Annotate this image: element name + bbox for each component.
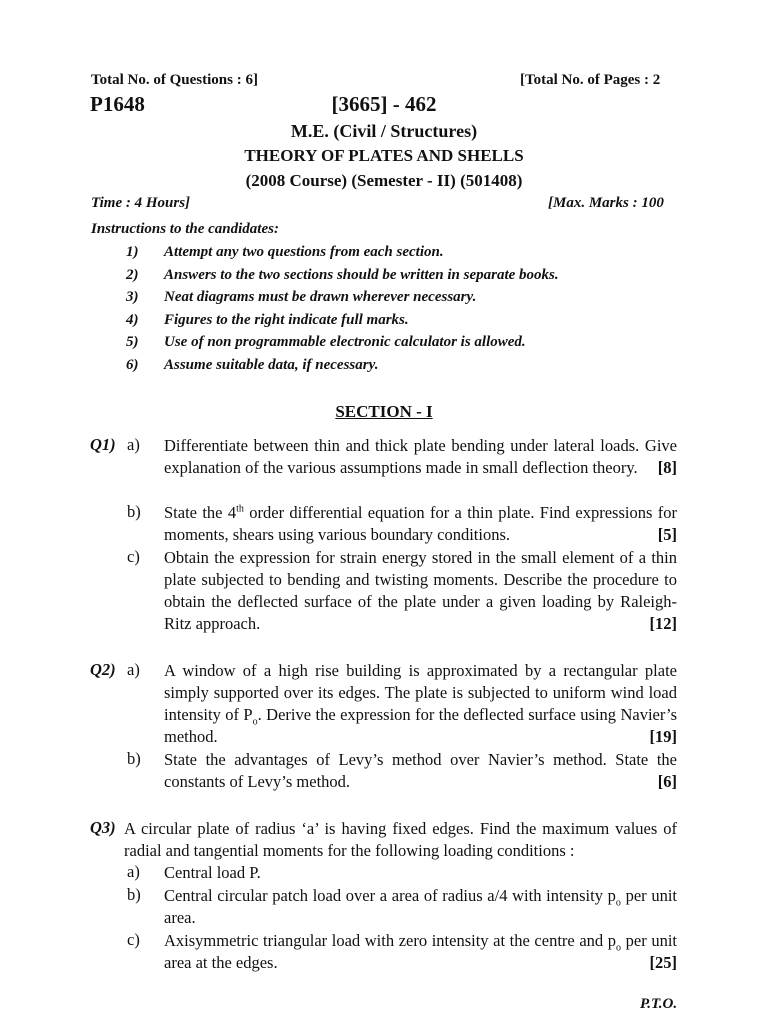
q1-b-marks: [5] <box>657 525 677 544</box>
q3-b <box>164 885 677 929</box>
pto-footer: P.T.O. <box>640 996 678 1012</box>
q1-b-sup: th <box>236 503 244 515</box>
instruction-num: 1) <box>126 244 139 260</box>
q3-a-label: a) <box>127 862 140 881</box>
time: Time : 4 Hours] <box>91 195 191 211</box>
instruction-text: Attempt any two questions from each section. <box>164 244 444 260</box>
q2-b-label: b) <box>127 749 141 768</box>
instruction-num: 4) <box>126 312 139 328</box>
instruction-text: Figures to the right indicate full marks. <box>164 312 409 328</box>
max-marks: [Max. Marks : 100 <box>548 195 664 211</box>
q3-intro: A circular plate of radius ‘a’ is having fixed edges. Find the maximum values of radial and tangential moments for the following loading conditions : <box>124 819 677 860</box>
q1-c-label: c) <box>127 547 140 566</box>
section-heading <box>0 402 768 422</box>
q3-b-label: b) <box>127 885 141 904</box>
q2-a <box>164 660 677 748</box>
q1-c-marks: [12] <box>649 614 677 633</box>
q1-a <box>164 435 677 479</box>
q1-b-text-post: order differential equation for a thin plate. Find expressions for moments, shears using various boundary conditions. <box>164 503 677 544</box>
q2-a-sub: o <box>252 716 258 728</box>
q3-c-sub: o <box>616 942 622 954</box>
q3-c-text-post: per unit area at the edges. <box>164 931 677 972</box>
q3-c-text-pre: Axisymmetric triangular load with zero intensity at the centre and p <box>164 931 617 950</box>
instruction-text: Use of non programmable electronic calculator is allowed. <box>164 334 526 350</box>
instruction-item <box>126 244 444 261</box>
q2-a-label: a) <box>127 660 140 679</box>
instruction-item <box>126 312 409 329</box>
q1-c-text: Obtain the expression for strain energy stored in the small element of a thin plate subjected to bending and twisting moments. Describe the procedure to obtain the deflected surface of the plate under a given loading by Raleigh-Ritz approach. <box>164 548 677 633</box>
instruction-item <box>126 289 476 306</box>
subject: THEORY OF PLATES AND SHELLS <box>244 146 524 165</box>
q3-c-label: c) <box>127 930 140 949</box>
q2-b <box>164 749 677 793</box>
q1-b-text-pre: State the 4 <box>164 503 237 522</box>
instruction-item <box>126 267 559 284</box>
q3-c-marks: [25] <box>649 953 677 972</box>
q1-b-label: b) <box>127 502 141 521</box>
instruction-item <box>126 334 526 351</box>
degree: M.E. (Civil / Structures) <box>290 121 478 141</box>
q1-c <box>164 547 677 635</box>
seat-code: [3665] - 462 <box>331 92 437 116</box>
instruction-item <box>126 357 378 374</box>
instruction-text: Neat diagrams must be drawn wherever necessary. <box>164 289 477 305</box>
total-pages: [Total No. of Pages : 2 <box>520 72 661 88</box>
instruction-text: Assume suitable data, if necessary. <box>164 357 379 373</box>
q3-c <box>164 930 677 974</box>
q1-label: Q1) <box>90 435 116 454</box>
q1-a-label: a) <box>127 435 140 454</box>
paper-code: P1648 <box>90 92 145 116</box>
instruction-num: 3) <box>126 289 139 305</box>
instruction-num: 2) <box>126 267 139 283</box>
instruction-num: 6) <box>126 357 139 373</box>
q3-b-text-post: per unit area. <box>164 886 677 927</box>
instruction-num: 5) <box>126 334 139 350</box>
q3-b-sub: o <box>615 897 621 909</box>
instruction-text: Answers to the two sections should be written in separate books. <box>164 267 559 283</box>
q3-a: Central load P. <box>164 863 261 882</box>
total-questions: Total No. of Questions : 6] <box>91 72 258 88</box>
instructions-title: Instructions to the candidates: <box>91 221 279 237</box>
q2-a-marks: [19] <box>649 727 677 746</box>
q1-a-text: Differentiate between thin and thick plate bending under lateral loads. Give explanation of the various assumptions made in small deflection theory. <box>164 436 677 477</box>
q2-b-marks: [6] <box>657 772 677 791</box>
q2-a-text-post: . Derive the expression for the deflected surface using Navier’s method. <box>164 705 677 746</box>
q3-label: Q3) <box>90 818 116 837</box>
section-title: SECTION - I <box>335 402 433 421</box>
q2-b-text: State the advantages of Levy’s method over Navier’s method. State the constants of Levy’s method. <box>164 750 677 791</box>
q2-label: Q2) <box>90 660 116 679</box>
q1-b <box>164 502 677 546</box>
q2-a-text-pre: A window of a high rise building is approximated by a rectangular plate simply supported over its edges. The plate is subjected to uniform wind load intensity of P <box>164 661 677 724</box>
q1-a-marks: [8] <box>657 458 677 477</box>
course: (2008 Course) (Semester - II) (501408) <box>245 171 523 190</box>
q3-b-text-pre: Central circular patch load over a area of radius a/4 with intensity p <box>164 886 616 905</box>
